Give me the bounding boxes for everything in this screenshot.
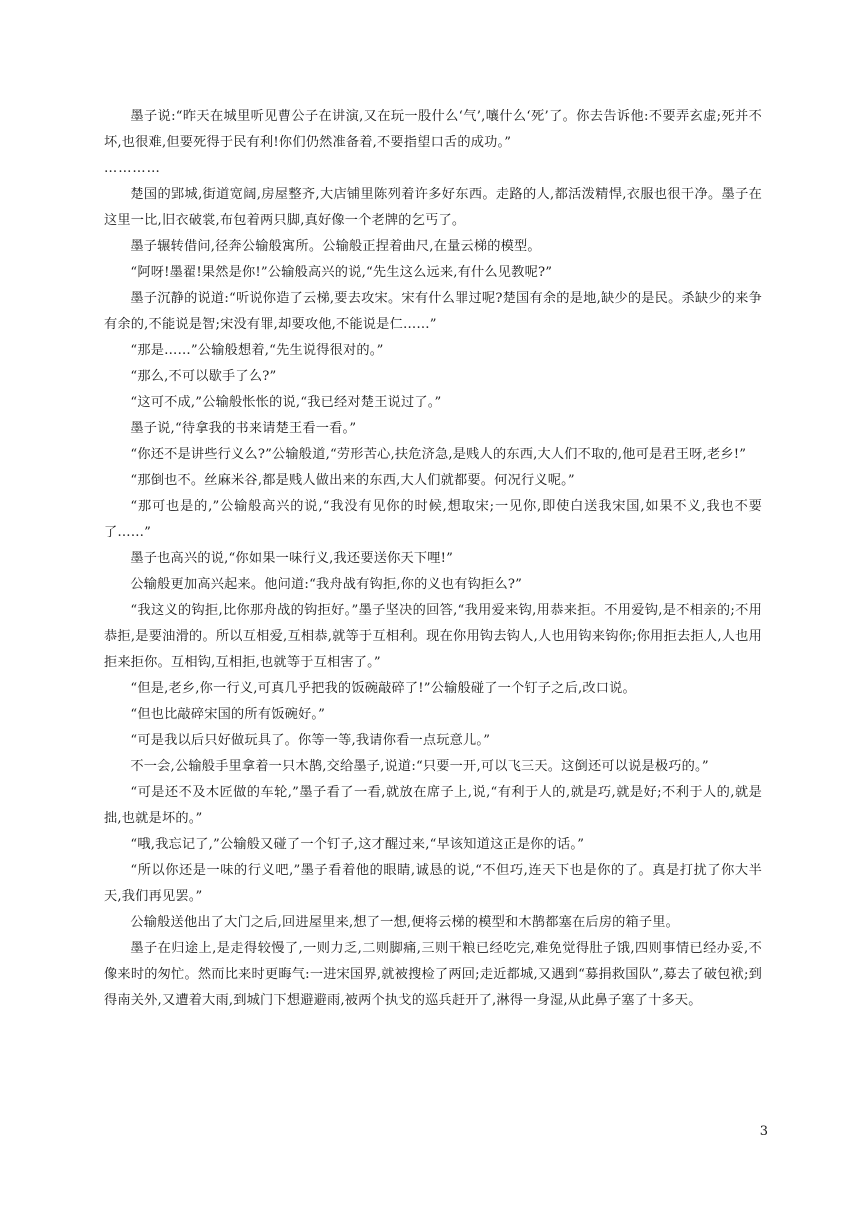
paragraph: “我这义的钩拒,比你那舟战的钩拒好。”墨子坚决的回答,“我用爱来钩,用恭来拒。不用爱钩,是不相亲的;不用恭拒,是要油滑的。所以互相爱,互相恭,就等于互相利。现在你用钩去钩人,人也用钩来钩你;你用拒去拒人,人也用拒来拒你。互相钩,互相拒,也就等于互相害了。” — [104, 603, 762, 670]
paragraph: 墨子说,“待拿我的书来请楚王看一看。” — [130, 421, 357, 436]
paragraph: 不一会,公输般手里拿着一只木鹊,交给墨子,说道:“只要一开,可以飞三天。这倒还可以说是极巧的。” — [130, 759, 709, 774]
paragraph: “你还不是讲些行义么?”公输般道,“劳形苦心,扶危济急,是贱人的东西,大人们不取的,他可是君王呀,老乡!” — [130, 447, 747, 462]
article-body — [104, 104, 762, 1014]
paragraph: “可是还不及木匠做的车轮,”墨子看了一看,就放在席子上,说,“有利于人的,就是巧,就是好;不利于人的,就是拙,也就是坏的。” — [104, 785, 762, 826]
paragraph: 墨子也高兴的说,“你如果一味行义,我还要送你天下哩!” — [130, 551, 454, 566]
paragraph: “那倒也不。丝麻米谷,都是贱人做出来的东西,大人们就都要。何况行义呢。” — [130, 473, 575, 488]
paragraph: “这可不成,”公输般怅怅的说,“我已经对楚王说过了。” — [130, 395, 442, 410]
paragraph: “那可也是的,”公输般高兴的说,“我没有见你的时候,想取宋;一见你,即使白送我宋国,如果不义,我也不要了……” — [104, 499, 762, 540]
paragraph: “但是,老乡,你一行义,可真几乎把我的饭碗敲碎了!”公输般碰了一个钉子之后,改口说。 — [130, 681, 636, 696]
paragraph: “所以你还是一味的行义吧,”墨子看着他的眼睛,诚恳的说,“不但巧,连天下也是你的了。真是打扰了你大半天,我们再见罢。” — [104, 863, 762, 904]
ellipsis-separator: ………… — [104, 161, 161, 176]
paragraph: “那是……”公输般想着,“先生说得很对的。” — [130, 343, 384, 358]
paragraph: “可是我以后只好做玩具了。你等一等,我请你看一点玩意儿。” — [130, 733, 491, 748]
page-number: 3 — [759, 1124, 768, 1139]
paragraph: “哦,我忘记了,”公输般又碰了一个钉子,这才醒过来,“早该知道这正是你的话。” — [130, 837, 585, 852]
paragraph: 墨子沉静的说道:“听说你造了云梯,要去攻宋。宋有什么罪过呢?楚国有余的是地,缺少的是民。杀缺少的来争有余的,不能说是智;宋没有罪,却要攻他,不能说是仁……” — [104, 291, 762, 332]
paragraph: 公输般更加高兴起来。他问道:“我舟战有钩拒,你的义也有钩拒么?” — [130, 577, 523, 592]
paragraph: 墨子辗转借问,径奔公输般寓所。公输般正捏着曲尺,在量云梯的模型。 — [130, 239, 541, 254]
paragraph: “但也比敲碎宋国的所有饭碗好。” — [130, 707, 326, 722]
paragraph: 楚国的郢城,街道宽阔,房屋整齐,大店铺里陈列着许多好东西。走路的人,都活泼精悍,衣服也很干净。墨子在这里一比,旧衣破裳,布包着两只脚,真好像一个老牌的乞丐了。 — [104, 187, 762, 228]
paragraph: 墨子说:“昨天在城里听见曹公子在讲演,又在玩一股什么‘气’,嚷什么‘死’了。你去告诉他:不要弄玄虚;死并不坏,也很难,但要死得于民有利!你们仍然准备着,不要指望口舌的成功。” — [104, 109, 762, 150]
paragraph: 墨子在归途上,是走得较慢了,一则力乏,二则脚痛,三则干粮已经吃完,难免觉得肚子饿,四则事情已经办妥,不像来时的匆忙。然而比来时更晦气:一进宋国界,就被搜检了两回;走近都城,又遇到“募捐救国队”,募去了破包袱;到得南关外,又遭着大雨,到城门下想避避雨,被两个执戈的巡兵赶开了,淋得一身湿,从此鼻子塞了十多天。 — [104, 941, 762, 1008]
paragraph: “那么,不可以歇手了么?” — [130, 369, 277, 384]
paragraph: 公输般送他出了大门之后,回进屋里来,想了一想,便将云梯的模型和木鹊都塞在后房的箱子里。 — [130, 915, 680, 930]
paragraph: “阿呀!墨翟!果然是你!”公输般高兴的说,“先生这么远来,有什么见教呢?” — [130, 265, 553, 280]
